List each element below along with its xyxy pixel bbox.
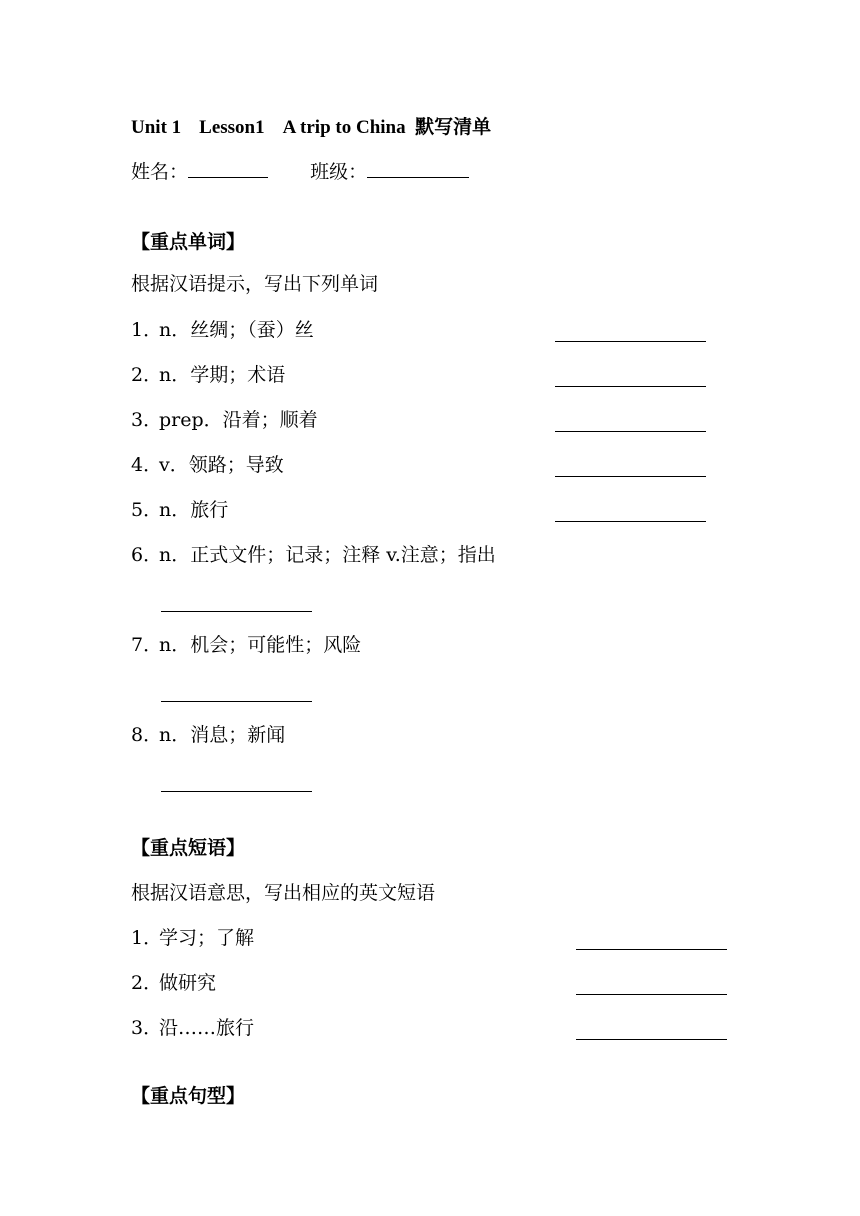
class-label: 班级： xyxy=(310,161,368,183)
words-instruction: 根据汉语提示，写出下列单词 xyxy=(131,273,379,295)
word-answer-6[interactable] xyxy=(161,610,312,612)
title-unit: Unit 1 xyxy=(131,117,182,138)
phrase-answer-2[interactable] xyxy=(576,993,727,995)
title-lesson: Lesson1 xyxy=(199,117,265,138)
word-item-5: 5．n．旅行 xyxy=(131,499,229,521)
word-answer-8[interactable] xyxy=(161,790,312,792)
word-answer-5[interactable] xyxy=(555,520,706,522)
word-answer-2[interactable] xyxy=(555,385,706,387)
phrase-item-3: 3．沿……旅行 xyxy=(131,1017,255,1039)
word-item-8: 8．n．消息；新闻 xyxy=(131,724,286,746)
word-item-4: 4．v．领路；导致 xyxy=(131,454,284,476)
word-item-3: 3．prep．沿着；顺着 xyxy=(131,409,318,431)
word-answer-4[interactable] xyxy=(555,475,706,477)
words-section-title: 【重点单词】 xyxy=(131,231,246,253)
name-blank[interactable] xyxy=(188,159,268,178)
phrase-answer-3[interactable] xyxy=(576,1038,727,1040)
word-item-1: 1．n．丝绸；（蚕）丝 xyxy=(131,319,314,341)
phrase-item-1: 1．学习；了解 xyxy=(131,927,255,949)
sentences-section-title: 【重点句型】 xyxy=(131,1085,246,1107)
word-item-2: 2．n．学期；术语 xyxy=(131,364,286,386)
class-blank[interactable] xyxy=(367,159,469,178)
word-answer-3[interactable] xyxy=(555,430,706,432)
phrase-answer-1[interactable] xyxy=(576,948,727,950)
word-answer-7[interactable] xyxy=(161,700,312,702)
page-title xyxy=(131,115,491,141)
phrase-item-2: 2．做研究 xyxy=(131,972,217,994)
title-cn: 默写清单 xyxy=(415,117,492,138)
word-item-7: 7．n．机会；可能性；风险 xyxy=(131,634,362,656)
title-topic: A trip to China xyxy=(282,117,406,138)
word-answer-1[interactable] xyxy=(555,340,706,342)
word-item-6: 6．n．正式文件；记录；注释 v.注意；指出 xyxy=(131,544,496,566)
phrases-section-title: 【重点短语】 xyxy=(131,837,246,859)
phrases-instruction: 根据汉语意思，写出相应的英文短语 xyxy=(131,882,436,904)
name-class-row xyxy=(131,159,469,185)
name-label: 姓名： xyxy=(131,161,189,183)
